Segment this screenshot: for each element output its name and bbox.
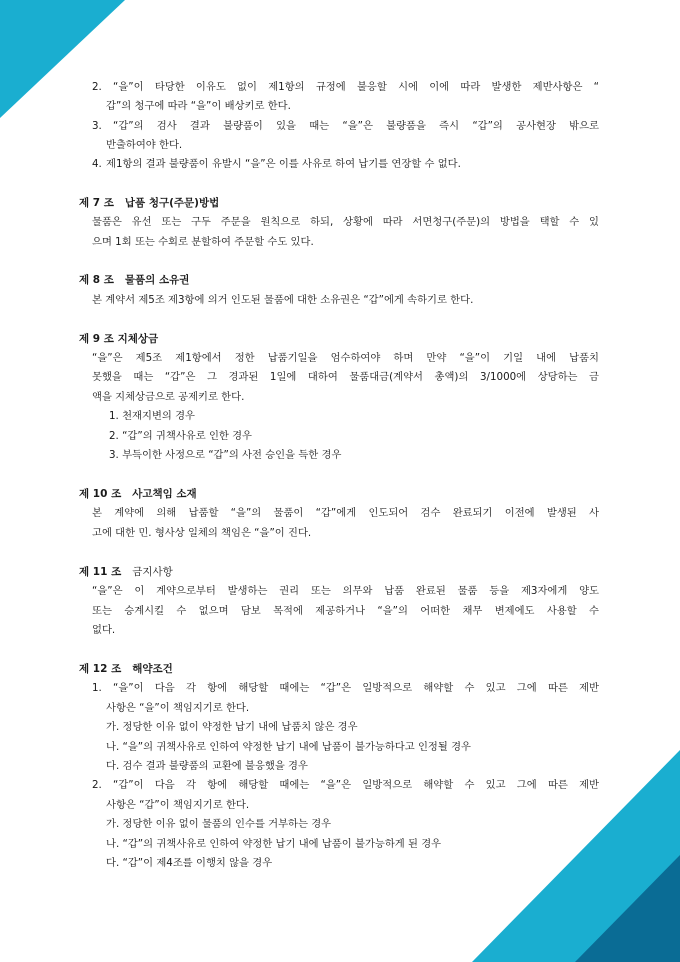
article-title: 금지사항 — [132, 566, 173, 578]
list-item-number: 4. — [92, 158, 102, 170]
article-12-subitem: 나. “갑”의 귀책사유로 인하여 약정한 납기 내에 납품이 불가능하게 된 경우 — [106, 838, 442, 850]
article-11-text: 또는 승계시킬 수 없으며 담보 목적에 제공하거나 “을”의 어떠한 채무 변제에도 사용할 수 — [92, 605, 599, 617]
article-12-subitem: 다. “갑”이 제4조를 이행치 않을 경우 — [106, 857, 273, 869]
article-12-heading — [79, 662, 173, 676]
article-9-text: 못했을 때는 “갑”은 그 경과된 1일에 대하여 물품대금(계약서 총액)의 3/1000에 상당하는 금 — [92, 371, 599, 383]
list-item-number: 1. — [92, 682, 102, 694]
article-title: 해약조건 — [132, 663, 173, 675]
list-item-text: 제1항의 결과 불량품이 유발시 “을”은 이를 사유로 하여 납기를 연장할 수 없다. — [106, 158, 461, 170]
article-9-item: 1. 천재지변의 경우 — [109, 410, 195, 422]
article-11-heading — [79, 565, 173, 579]
list-item-number: 2. — [92, 779, 102, 791]
article-9-item: 2. “갑”의 귀책사유로 인한 경우 — [109, 430, 252, 442]
article-12-text: 사항은 “을”이 책임지기로 한다. — [106, 702, 250, 714]
article-9-text: “을”은 제5조 제1항에서 정한 납품기일을 엄수하여야 하며 만약 “을”이 기일 내에 납품치 — [92, 352, 599, 364]
article-9-heading — [79, 332, 158, 346]
article-9-text: 액을 지체상금으로 공제키로 한다. — [92, 391, 245, 403]
list-item-text: 반출하여야 한다. — [106, 139, 183, 151]
article-number: 제 9 조 — [79, 333, 114, 345]
article-title: 지체상금 — [117, 333, 159, 345]
article-10-heading — [79, 487, 197, 501]
list-item-text: “갑”의 검사 결과 불량품이 있을 때는 “을”은 불량품을 즉시 “갑”의 공사현장 밖으로 — [113, 120, 599, 132]
article-title: 납품 청구(주문)방법 — [124, 197, 220, 209]
article-10-text: 고에 대한 민. 형사상 일체의 책임은 “을”이 진다. — [92, 527, 312, 539]
article-number: 제 10 조 — [79, 488, 122, 500]
article-9-item: 3. 부득이한 사정으로 “갑”의 사전 승인을 득한 경우 — [109, 449, 342, 461]
article-10-text: 본 계약에 의해 납품할 “을”의 물품이 “갑”에게 인도되어 검수 완료되기 이전에 발생된 사 — [92, 507, 599, 519]
article-7-heading — [79, 196, 219, 210]
article-8-text: 본 계약서 제5조 제3항에 의거 인도된 물품에 대한 소유권은 “갑”에게 속하기로 한다. — [92, 294, 474, 306]
article-8-heading — [79, 273, 189, 287]
list-item-text: 갑”의 청구에 따라 “을”이 배상키로 한다. — [106, 100, 291, 112]
article-12-text: 사항은 “갑”이 책임지기로 한다. — [106, 799, 250, 811]
article-number: 제 8 조 — [79, 274, 114, 286]
article-title: 물품의 소유권 — [124, 274, 190, 286]
list-item-text: “을”이 타당한 이유도 없이 제1항의 규정에 불응할 시에 이에 따라 발생한 제반사항은 “ — [113, 81, 599, 93]
article-7-text: 물품은 유선 또는 구두 주문을 원칙으로 하되, 상황에 따라 서면청구(주문)의 방법을 택할 수 있 — [92, 216, 599, 228]
article-11-text: 없다. — [92, 624, 116, 636]
article-12-text: “을”이 다음 각 항에 해당할 때에는 “갑”은 일방적으로 해약할 수 있고 그에 따른 제반 — [113, 682, 599, 694]
article-12-subitem: 가. 정당한 이유 없이 물품의 인수를 거부하는 경우 — [106, 818, 332, 830]
article-11-text: “을”은 이 계약으로부터 발생하는 권리 또는 의무와 납품 완료된 물품 등을 제3자에게 양도 — [92, 585, 599, 597]
article-12-subitem: 나. “을”의 귀책사유로 인하여 약정한 납기 내에 납품이 불가능하다고 인정될 경우 — [106, 741, 471, 753]
list-item-number: 3. — [92, 120, 102, 132]
article-12-text: “갑”이 다음 각 항에 해당할 때에는 “을”은 일방적으로 해약할 수 있고 그에 따른 제반 — [113, 779, 599, 791]
article-7-text: 으며 1회 또는 수회로 분할하여 주문할 수도 있다. — [92, 236, 314, 248]
list-item-number: 2. — [92, 81, 102, 93]
article-number: 제 7 조 — [79, 197, 114, 209]
article-number: 제 11 조 — [79, 566, 122, 578]
article-12-subitem: 다. 검수 결과 불량품의 교환에 불응했을 경우 — [106, 760, 308, 772]
article-title: 사고책임 소재 — [132, 488, 197, 500]
article-12-subitem: 가. 정당한 이유 없이 약정한 납기 내에 납품치 않은 경우 — [106, 721, 358, 733]
article-number: 제 12 조 — [79, 663, 122, 675]
